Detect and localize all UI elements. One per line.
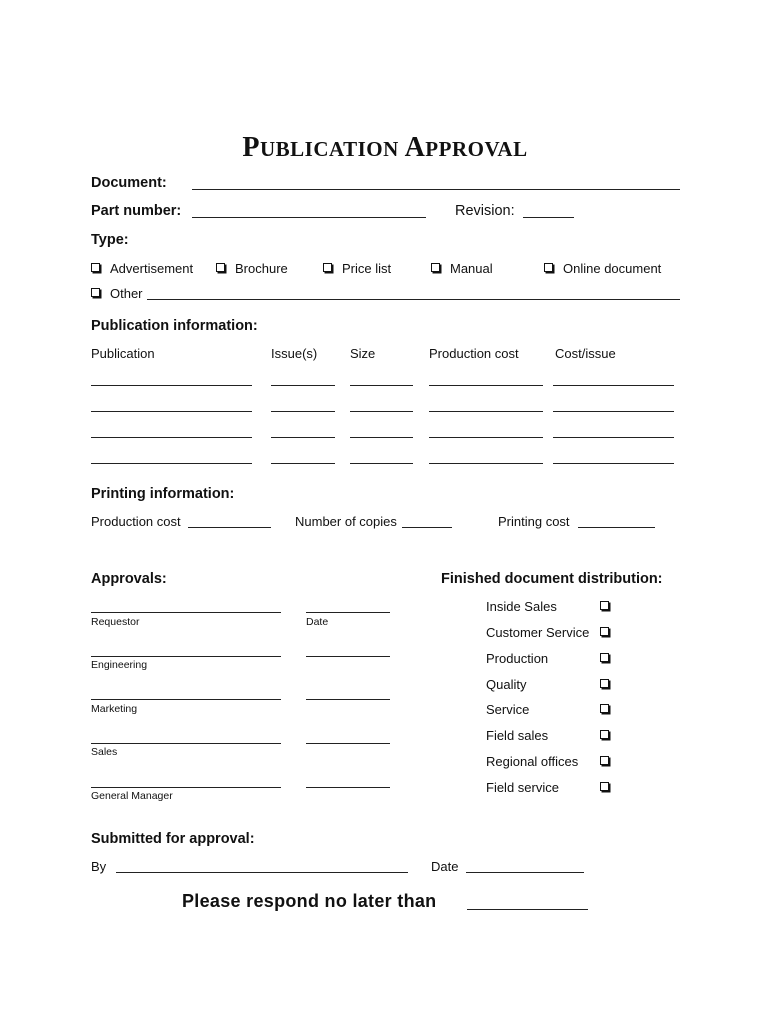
publication-row-1-cost-issue-field[interactable]: [553, 385, 674, 386]
printing-cost-label: Printing cost: [498, 514, 570, 529]
dist-regional-offices-checkbox[interactable]: [600, 754, 619, 769]
submitted-heading: Submitted for approval:: [91, 831, 255, 847]
dist-service: Service: [486, 702, 530, 717]
col-size: Size: [350, 346, 376, 361]
requestor-signature-field[interactable]: [91, 612, 281, 613]
dist-regional-offices: Regional offices: [486, 754, 579, 769]
publication-row-4-production-cost-field[interactable]: [429, 463, 543, 464]
type-price-list[interactable]: Price list: [323, 261, 391, 276]
engineering-label: Engineering: [91, 659, 148, 671]
col-publication: Publication: [91, 346, 155, 361]
checkbox-icon[interactable]: [600, 704, 609, 713]
general-manager-label: General Manager: [91, 790, 173, 802]
checkbox-icon[interactable]: [600, 627, 609, 636]
publication-heading: Publication information:: [91, 318, 258, 334]
date-label: Date: [306, 616, 329, 628]
dist-customer-service: Customer Service: [486, 625, 590, 640]
approvals-heading: Approvals:: [91, 571, 167, 587]
col-issues: Issue(s): [271, 346, 318, 361]
publication-row-1-issues-field[interactable]: [271, 385, 335, 386]
dist-field-sales-checkbox[interactable]: [600, 728, 619, 743]
by-field[interactable]: [116, 872, 408, 873]
publication-row-4-cost-issue-field[interactable]: [553, 463, 674, 464]
respond-date-field[interactable]: [467, 909, 588, 910]
sales-signature-field[interactable]: [91, 743, 281, 744]
publication-row-2-production-cost-field[interactable]: [429, 411, 543, 412]
type-brochure[interactable]: Brochure: [216, 261, 288, 276]
marketing-date-field[interactable]: [306, 699, 390, 700]
other-field[interactable]: [147, 299, 680, 300]
part-number-field[interactable]: [192, 217, 426, 218]
type-manual[interactable]: Manual: [431, 261, 493, 276]
checkbox-icon[interactable]: [544, 263, 553, 272]
type-label: Type:: [91, 232, 129, 248]
printing-heading: Printing information:: [91, 486, 235, 502]
publication-row-4-publication-field[interactable]: [91, 463, 252, 464]
part-number-label: Part number:: [91, 203, 182, 219]
respond-text: Please respond no later than: [182, 891, 437, 911]
revision-label: Revision:: [455, 203, 515, 219]
checkbox-icon[interactable]: [600, 730, 609, 739]
checkbox-icon[interactable]: [216, 263, 225, 272]
checkbox-icon[interactable]: [600, 782, 609, 791]
checkbox-icon[interactable]: [91, 288, 100, 297]
type-advertisement[interactable]: Advertisement: [91, 261, 193, 276]
dist-inside-sales: Inside Sales: [486, 599, 557, 614]
publication-row-3-size-field[interactable]: [350, 437, 413, 438]
checkbox-icon[interactable]: [600, 653, 609, 662]
type-online-document[interactable]: Online document: [544, 261, 661, 276]
requestor-date-field[interactable]: [306, 612, 390, 613]
submitted-date-field[interactable]: [466, 872, 584, 873]
publication-row-2-cost-issue-field[interactable]: [553, 411, 674, 412]
type-other[interactable]: Other: [91, 286, 143, 301]
engineering-signature-field[interactable]: [91, 656, 281, 657]
general-manager-signature-field[interactable]: [91, 787, 281, 788]
dist-service-checkbox[interactable]: [600, 702, 619, 717]
marketing-signature-field[interactable]: [91, 699, 281, 700]
publication-row-3-issues-field[interactable]: [271, 437, 335, 438]
publication-row-1-production-cost-field[interactable]: [429, 385, 543, 386]
publication-row-1-size-field[interactable]: [350, 385, 413, 386]
checkbox-icon[interactable]: [600, 601, 609, 610]
document-field[interactable]: [192, 189, 680, 190]
revision-field[interactable]: [523, 217, 574, 218]
number-of-copies-field[interactable]: [402, 527, 452, 528]
document-label: Document:: [91, 175, 167, 191]
dist-field-service: Field service: [486, 780, 559, 795]
dist-field-sales: Field sales: [486, 728, 549, 743]
publication-row-1-publication-field[interactable]: [91, 385, 252, 386]
page-title: PUBLICATION APPROVAL: [242, 132, 528, 163]
checkbox-icon[interactable]: [323, 263, 332, 272]
marketing-label: Marketing: [91, 703, 138, 715]
checkbox-icon[interactable]: [91, 263, 100, 272]
publication-row-4-size-field[interactable]: [350, 463, 413, 464]
sales-label: Sales: [91, 746, 118, 758]
checkbox-icon[interactable]: [600, 756, 609, 765]
dist-quality: Quality: [486, 677, 527, 692]
dist-production-checkbox[interactable]: [600, 651, 619, 666]
publication-row-2-publication-field[interactable]: [91, 411, 252, 412]
col-cost-issue: Cost/issue: [555, 346, 616, 361]
distribution-heading: Finished document distribution:: [441, 571, 663, 587]
printing-cost-field[interactable]: [578, 527, 655, 528]
requestor-label: Requestor: [91, 616, 140, 628]
number-of-copies-label: Number of copies: [295, 514, 397, 529]
sales-date-field[interactable]: [306, 743, 390, 744]
engineering-date-field[interactable]: [306, 656, 390, 657]
printing-production-cost-field[interactable]: [188, 527, 271, 528]
publication-row-2-size-field[interactable]: [350, 411, 413, 412]
dist-inside-sales-checkbox[interactable]: [600, 599, 619, 614]
checkbox-icon[interactable]: [600, 679, 609, 688]
publication-row-3-publication-field[interactable]: [91, 437, 252, 438]
dist-customer-service-checkbox[interactable]: [600, 625, 619, 640]
dist-quality-checkbox[interactable]: [600, 677, 619, 692]
submitted-date-label: Date: [431, 859, 459, 874]
publication-row-3-production-cost-field[interactable]: [429, 437, 543, 438]
publication-row-2-issues-field[interactable]: [271, 411, 335, 412]
printing-production-cost-label: Production cost: [91, 514, 181, 529]
checkbox-icon[interactable]: [431, 263, 440, 272]
general-manager-date-field[interactable]: [306, 787, 390, 788]
publication-row-4-issues-field[interactable]: [271, 463, 335, 464]
dist-production: Production: [486, 651, 549, 666]
by-label: By: [91, 859, 107, 874]
dist-field-service-checkbox[interactable]: [600, 780, 619, 795]
col-production-cost: Production cost: [429, 346, 519, 361]
publication-row-3-cost-issue-field[interactable]: [553, 437, 674, 438]
